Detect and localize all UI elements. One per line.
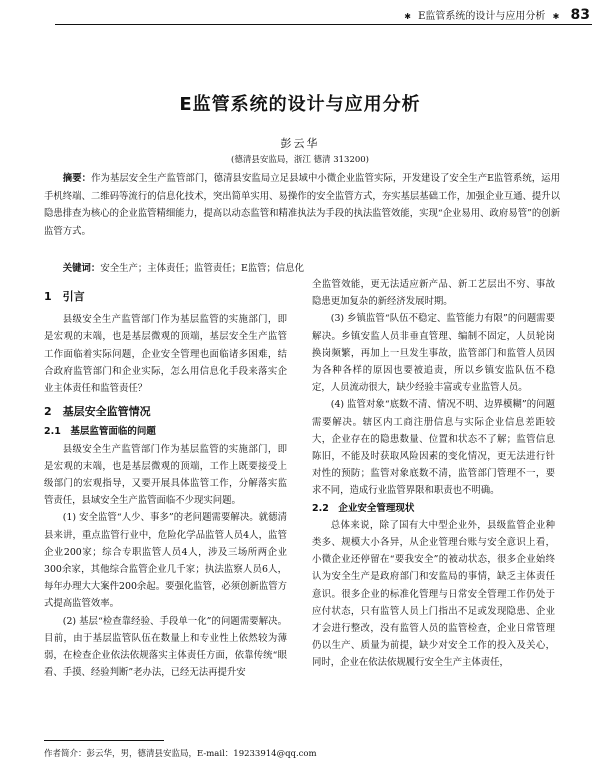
subsection-heading-2-2: 2.2 企业安全管理现状 [312,502,415,514]
footnote-rule [44,740,164,741]
paragraph: 县级安全生产监管部门作为基层监管的实施部门，即是宏观的末端，也是基层微观的顶端，工作上既要接受上级部门的宏观指导，又要开展具体监管工作，分解落实监管责任，县域安全生产监管面临不少现实问题。 [44,443,287,507]
section-heading-2: 2 基层安全监管情况 [44,405,151,419]
left-column [44,278,287,681]
header-text [400,7,590,23]
keywords [44,260,560,277]
paragraph: 县级安全生产监管部门作为基层监管的实施部门，即是宏观的末端，也是基层微观的顶端，基层安全生产监管工作面临着实际问题，企业安全管理也面临诸多困难，结合政府监管部门和企业实际，怎么用信息化手段来落实企业主体责任和监管责任？ [44,314,287,395]
header-rule [55,24,592,25]
section-heading-1: 1 引言 [44,290,85,303]
author: 彭云华 [280,137,320,150]
running-header [0,0,600,28]
keywords-text: 安全生产；主体责任；监管责任；E监管；信息化 [100,263,305,274]
affiliation: (德清县安监局，浙江 德清 313200) [231,155,369,165]
running-title: E监管系统的设计与应用分析 [418,11,546,22]
star-icon: ✱ [552,12,560,21]
paper-title: E监管系统的设计与应用分析 [179,94,421,115]
abstract [44,170,560,240]
abstract-text: 作为基层安全生产监管部门，德清县安监局立足县域中小微企业监管实际，开发建设了安全生产E监管系统，运用手机终端、二维码等流行的信息化技术，突出简单实用、易操作的安全监管方式，夯实基层基础工作，加强企业互通、提升以隐患排查为核心的企业监管精细能力，提高以动态监管和精准执法为手段的执法监管效能，实现“企业易用、政府易管”的创新监管方式。 [44,173,560,237]
abstract-label: 摘要： [62,173,92,184]
paragraph: 全监管效能，更无法适应新产品、新工艺层出不穷、事故隐患更加复杂的新经济发展时期。 [312,279,555,308]
paragraph: (1) 安全监管“人少、事多”的老问题需要解决。就德清县来讲，重点监管行业中，危险化学品监管人员4人，监管企业200家；综合专职监管人员4人，涉及三场所两企业300余家，其他综合监管企业几千家；执法监察人员6人，每年办理大大案件200余起。要强化监管，必须创新监管方式提高监管效率。 [44,512,287,610]
subsection-heading-2-1: 2.1 基层监管面临的问题 [44,426,156,438]
paragraph: (2) 基层“检查靠经验、手段单一化”的问题需要解决。目前，由于基层监管队伍在数量上和专业性上依然较为薄弱，在检查企业依法依规落实主体责任方面，依靠传统“眼看、手摸、经验判断”老办法，已经无法再提升安 [44,615,287,679]
star-icon: ✱ [404,12,411,21]
footnote: 作者简介：彭云华，男，德清县安监局，E-mail：19233914@qq.com [44,749,317,759]
paragraph: (4) 监管对象“底数不清、情况不明、边界模糊”的问题需要解决。辖区内工商注册信息与实际企业信息差距较大，企业存在的隐患数量、位置和状态不了解；监管信息陈旧，不能及时获取风险因素的变化情况，更无法进行针对性的预防；监管对象底数不清，监管部门管理不一，要求不同，造成行业监管界限和职责也不明确。 [312,399,555,497]
paragraph: 总体来说，除了国有大中型企业外，县级监管企业种类多、规模大小各异，从企业管理台账与安全意识上看，小微企业还停留在“要我安全”的被动状态，很多企业始终认为安全生产是政府部门和安监局的事情，缺乏主体责任意识。很多企业的标准化管理与日常安全管理工作仍处于应付状态，只有监管人员上门指出不足或发现隐患、企业才会进行整改，没有监管人员的监管检查，企业日常管理仍以生产、质量为前提，缺少对安全工作的投入及关心，同时，企业在依法依规履行安全生产主体责任， [312,519,555,669]
paragraph: (3) 乡镇监管“队伍不稳定、监管能力有限”的问题需要解决。乡镇安监人员非垂直管理、编制不固定，人员轮岗换岗频繁，再加上一旦发生事故，监管部门和监管人员因为各种各样的原因也要被追责，所以乡镇安监队伍不稳定，人员流动很大，缺少经验丰富或专业监管人员。 [312,313,555,394]
page-number: 83 [570,7,590,23]
keywords-label: 关键词： [62,263,101,274]
right-column [312,276,555,672]
